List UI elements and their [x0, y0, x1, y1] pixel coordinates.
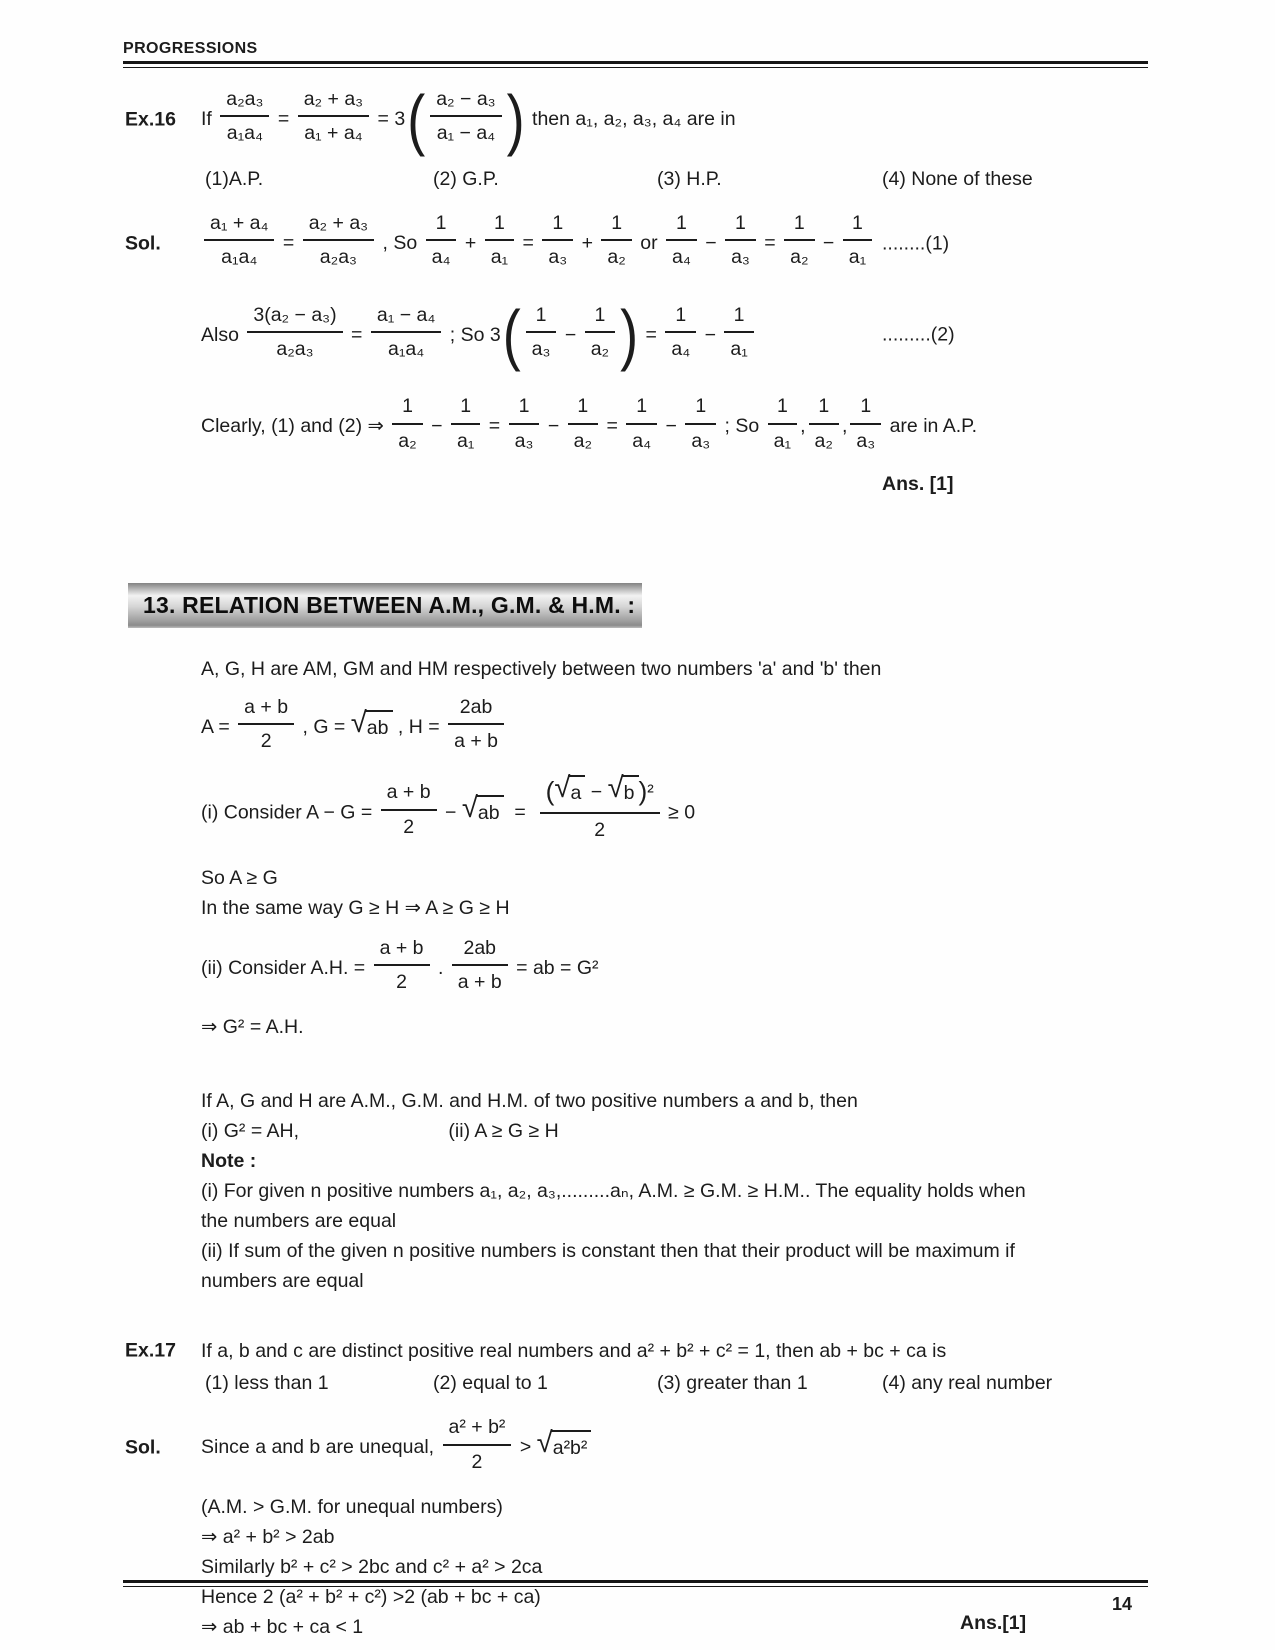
fraction [509, 393, 540, 453]
sol17-step-5: ⇒ ab + bc + ca < 1 [201, 1616, 364, 1638]
section-intro: A, G, H are AM, GM and HM respectively between two numbers 'a' and 'b' then [201, 658, 882, 680]
header-title: PROGRESSIONS [123, 40, 258, 57]
solution-17-line1 [201, 1418, 1148, 1478]
section-13-heading [128, 583, 642, 628]
equation-number-2: .........(2) [882, 323, 955, 346]
math-text: are in A.P. [884, 415, 978, 438]
math-text: or [634, 231, 664, 254]
numerator: 1 [426, 210, 457, 241]
square-root [554, 771, 585, 805]
denominator: a₁a₄ [387, 337, 425, 360]
denominator: 2 [471, 1450, 483, 1473]
fraction [666, 210, 697, 270]
fraction [626, 393, 657, 453]
fraction [371, 302, 441, 362]
math-text: = [277, 231, 300, 254]
numerator: a₂a₃ [220, 86, 269, 117]
math-text: ≥ 0 [662, 801, 696, 824]
fraction [452, 935, 508, 995]
square-root [607, 771, 639, 805]
example-16 [123, 82, 1148, 158]
numerator: a + b [381, 779, 437, 810]
denominator: a₁ [848, 246, 867, 269]
fraction [451, 393, 480, 453]
solution-16-label: Sol. [125, 232, 161, 255]
solution-16 [123, 211, 1148, 274]
radicand: ab [476, 795, 504, 825]
math-text: Since a and b are unequal, [201, 1436, 440, 1459]
math-text: = [517, 231, 540, 254]
numerator: 1 [585, 302, 615, 333]
math-text: = [503, 801, 537, 824]
note-label: Note : [201, 1150, 257, 1173]
math-text: − [660, 415, 683, 438]
numerator: 1 [392, 393, 422, 424]
numerator: 1 [485, 210, 514, 241]
fraction [392, 393, 422, 453]
math-text: then a₁, a₂, a₃, a₄ are in [526, 108, 736, 131]
radical-sign: √ [536, 1427, 553, 1460]
numerator: a + b [238, 694, 294, 725]
denominator: a + b [457, 970, 502, 993]
numerator: 2ab [448, 694, 504, 725]
math-text: ; So 3 [444, 323, 501, 346]
denominator: a₂a₃ [276, 337, 314, 360]
pair-item-i: (i) G² = AH, [201, 1120, 300, 1143]
math-text: Also [201, 323, 245, 346]
solution-16-line3 [201, 397, 1148, 457]
square-root [351, 709, 393, 740]
math-text: , [841, 415, 848, 438]
example-16-options [123, 164, 1148, 194]
denominator: 2 [396, 970, 407, 993]
denominator: 2 [594, 819, 606, 842]
fraction [247, 302, 342, 362]
numerator: 1 [666, 210, 697, 241]
math-text: = [345, 323, 368, 346]
denominator: a₃ [531, 337, 551, 360]
sol17-step-4: Hence 2 (a² + b² + c²) >2 (ab + bc + ca) [201, 1586, 541, 1608]
fraction [601, 210, 631, 270]
radicand: ab [365, 710, 393, 740]
denominator: a₁ [773, 429, 792, 452]
example-17-options [123, 1368, 1148, 1398]
note-i [201, 1176, 1148, 1236]
fraction [374, 935, 430, 995]
math-text: If [201, 108, 218, 131]
example-17 [123, 1336, 1148, 1366]
sol17-step-3: Similarly b² + c² > 2bc and c² + a² > 2ca [201, 1556, 543, 1578]
numerator: 1 [768, 393, 797, 424]
numerator: ( √ a − √ b )² [540, 776, 660, 814]
g2-ah-line: ⇒ G² = A.H. [201, 1016, 304, 1039]
numerator: a₁ − a₄ [371, 302, 441, 333]
header-rule [123, 61, 1148, 68]
note-i-line2: the numbers are equal [201, 1210, 397, 1233]
numerator: 1 [665, 302, 696, 333]
numerator: 1 [724, 302, 753, 333]
numerator: 1 [542, 210, 573, 241]
fraction [443, 1414, 512, 1474]
pair-item-ii: (ii) A ≥ G ≥ H [448, 1120, 559, 1143]
option-2: (2) G.P. [433, 167, 499, 190]
math-text: − [817, 231, 840, 254]
math-text: − [699, 231, 723, 254]
option-3: (3) greater than 1 [657, 1372, 808, 1395]
fraction [725, 210, 756, 270]
math-text: ; So [719, 415, 765, 438]
equation-number-1: ........(1) [882, 232, 950, 255]
solution-16-line1 [201, 211, 1148, 274]
example-17-label: Ex.17 [125, 1339, 176, 1362]
numerator: a² + b² [443, 1414, 512, 1445]
denominator: a₂ [398, 429, 417, 452]
numerator: a + b [374, 935, 430, 966]
denominator: 2 [403, 815, 415, 838]
numerator: 1 [843, 210, 872, 241]
fraction [724, 302, 753, 362]
solution-17-steps [123, 1492, 1148, 1642]
math-text: = ab = G² [510, 956, 599, 979]
numerator: 1 [626, 393, 657, 424]
radicand: b [622, 775, 639, 805]
denominator: a₃ [514, 429, 534, 452]
option-1: (1)A.P. [205, 167, 264, 190]
radicand: a [568, 775, 585, 805]
math-text: = [640, 323, 663, 346]
math-text: − [542, 415, 565, 438]
denominator: a₁ [456, 429, 475, 452]
denominator: a₂ [590, 337, 610, 360]
radicand: a²b² [551, 1430, 592, 1460]
fraction [238, 694, 294, 754]
denominator: a + b [454, 730, 498, 753]
radical-sign: √ [461, 792, 478, 825]
fraction [665, 302, 696, 362]
math-text: , H = [392, 716, 446, 739]
math-text: = [272, 108, 295, 131]
option-4: (4) None of these [882, 167, 1033, 190]
denominator: a₂ [607, 246, 626, 269]
note-i-line1: (i) For given n positive numbers a₁, a₂, a₃,.........aₙ, A.M. ≥ G.M. ≥ H.M.. The equality holds when [201, 1180, 1026, 1203]
math-text: ² [647, 780, 654, 803]
fraction [784, 210, 814, 270]
answer-16: Ans. [1] [882, 473, 954, 495]
fraction [303, 210, 374, 270]
fraction [381, 779, 437, 839]
note-ii-line2: numbers are equal [201, 1270, 364, 1293]
numerator: a₁ + a₄ [204, 210, 274, 241]
math-text: (ii) Consider A.H. = [201, 956, 371, 979]
consider-2-equation [201, 936, 1148, 999]
fraction [850, 393, 881, 453]
fraction [426, 210, 457, 270]
amgh-formulas [201, 698, 1148, 758]
fraction [204, 210, 274, 270]
option-2: (2) equal to 1 [433, 1372, 548, 1395]
numerator: 1 [685, 393, 716, 424]
option-4: (4) any real number [882, 1372, 1053, 1395]
section-13-heading-text: 13. RELATION BETWEEN A.M., G.M. & H.M. : [143, 592, 636, 618]
numerator: a₂ − a₃ [430, 86, 501, 117]
sol17-final-row [201, 1612, 1148, 1642]
math-text: Clearly, (1) and (2) ⇒ [201, 415, 390, 438]
denominator: a₁ [490, 246, 509, 269]
numerator: 1 [601, 210, 631, 241]
denominator: a₁ − a₄ [436, 122, 496, 145]
fraction [298, 86, 369, 146]
footer-rule [123, 1580, 1148, 1587]
denominator: a₃ [731, 246, 750, 269]
consider-1-equation [201, 771, 1148, 847]
fraction [568, 393, 598, 453]
numerator: 2ab [452, 935, 508, 966]
math-text: A = [201, 716, 236, 739]
math-text: > [514, 1436, 537, 1459]
math-text: + [576, 231, 599, 254]
denominator: a₃ [548, 246, 568, 269]
math-text: (i) Consider A − G = [201, 801, 378, 824]
sol17-step-2: ⇒ a² + b² > 2ab [201, 1526, 335, 1548]
denominator: a₂ [790, 246, 809, 269]
math-text: = [758, 231, 782, 254]
numerator: 1 [526, 302, 557, 333]
fraction [220, 86, 269, 146]
numerator: 1 [850, 393, 881, 424]
math-text: + [459, 231, 482, 254]
page-header [123, 40, 1148, 68]
math-text: − [559, 323, 582, 346]
example-17-statement: If a, b and c are distinct positive real numbers and a² + b² + c² = 1, then ab + bc + ca is [201, 1340, 947, 1363]
math-text: , [800, 415, 806, 438]
denominator: a₂ [573, 429, 593, 452]
fraction [768, 393, 797, 453]
denominator: a₄ [672, 246, 691, 269]
note-ii-line1: (ii) If sum of the given n positive numbers is constant then that their product will be maximum if [201, 1240, 1015, 1263]
page-footer [123, 1580, 1148, 1615]
numerator: 1 [451, 393, 480, 424]
if-agh-line: If A, G and H are A.M., G.M. and H.M. of two positive numbers a and b, then [201, 1090, 858, 1113]
math-text: . [432, 956, 449, 979]
denominator: a₂ [814, 429, 833, 452]
radical-sign: √ [607, 771, 624, 804]
page-number: 14 [1111, 1594, 1132, 1614]
fraction [685, 393, 716, 453]
so-a-ge-g: So A ≥ G [201, 866, 278, 889]
math-text: − [439, 801, 462, 824]
fraction [430, 86, 501, 146]
math-text: , G = [297, 716, 351, 739]
math-text: − [585, 780, 608, 803]
denominator: 2 [260, 730, 272, 753]
pair-line [201, 1116, 1148, 1146]
denominator: a₄ [431, 246, 451, 269]
answer-16-row [123, 473, 1148, 505]
sol17-step-1: (A.M. > G.M. for unequal numbers) [201, 1496, 503, 1518]
numerator: 1 [509, 393, 540, 424]
example-16-label: Ex.16 [125, 108, 176, 131]
numerator: 1 [809, 393, 839, 424]
fraction [526, 302, 557, 362]
math-text: = [483, 415, 506, 438]
denominator: a₁ [730, 337, 748, 360]
fraction [540, 771, 660, 843]
math-text: = 3 [372, 108, 406, 131]
denominator: a₁a₄ [226, 122, 263, 145]
square-root [537, 1429, 592, 1460]
solution-17 [123, 1418, 1148, 1478]
fraction [448, 694, 504, 754]
math-text: − [699, 323, 722, 346]
numerator: 1 [568, 393, 598, 424]
math-text: , So [377, 231, 423, 254]
numerator: 1 [725, 210, 756, 241]
solution-17-label: Sol. [125, 1436, 161, 1459]
numerator: a₂ + a₃ [298, 86, 369, 117]
math-text: − [425, 415, 448, 438]
fraction [542, 210, 573, 270]
denominator: a₃ [691, 429, 711, 452]
numerator: a₂ + a₃ [303, 210, 374, 241]
numerator: 3(a₂ − a₃) [247, 302, 342, 333]
note-ii [201, 1236, 1148, 1296]
math-text: = [601, 415, 624, 438]
denominator: a₁a₄ [221, 246, 258, 269]
option-1: (1) less than 1 [205, 1372, 329, 1395]
fraction [843, 210, 872, 270]
denominator: a₂a₃ [319, 246, 357, 269]
radical-sign: √ [350, 707, 367, 740]
answer-17: Ans.[1] [960, 1612, 1027, 1634]
radical-sign: √ [554, 771, 571, 804]
fraction [585, 302, 615, 362]
same-way-line: In the same way G ≥ H ⇒ A ≥ G ≥ H [201, 896, 510, 919]
solution-16-also [123, 297, 1148, 373]
example-16-equation: If $\frac{\text{a₂a₃}}{\text{a₁a₄}}$ = $\frac{\text{a₂ + a₃}}{\text{a₁ + a₄}}$ = 3( $\frac{\text{a₂ − a₃}}{\text{a₁ − a₄}}$ ) then a₁, a₂, a₃, a₄ are in [201, 82, 736, 158]
fraction [809, 393, 839, 453]
denominator: a₁ + a₄ [304, 122, 363, 145]
denominator: a₃ [856, 429, 876, 452]
section-13-body [123, 654, 1148, 1296]
square-root [462, 794, 504, 825]
option-3: (3) H.P. [657, 167, 722, 190]
fraction [485, 210, 514, 270]
solution-16-clearly [123, 397, 1148, 457]
denominator: a₄ [671, 337, 691, 360]
numerator: 1 [784, 210, 814, 241]
denominator: a₄ [632, 429, 652, 452]
solution-16-line2: Also $\frac{\text{3(a₂ − a₃)}}{\text{a₂a₃}}$ = $\frac{\text{a₁ − a₄}}{\text{a₁a₄}}$ ; So 3( $\frac{1}{\text{a₃}}$ − $\frac{1}{\text{a₂}}$ ) = $\frac{1}{\text{a₄}}$ − $\frac{1}{\text{a₁}}$ [201, 306, 1148, 366]
